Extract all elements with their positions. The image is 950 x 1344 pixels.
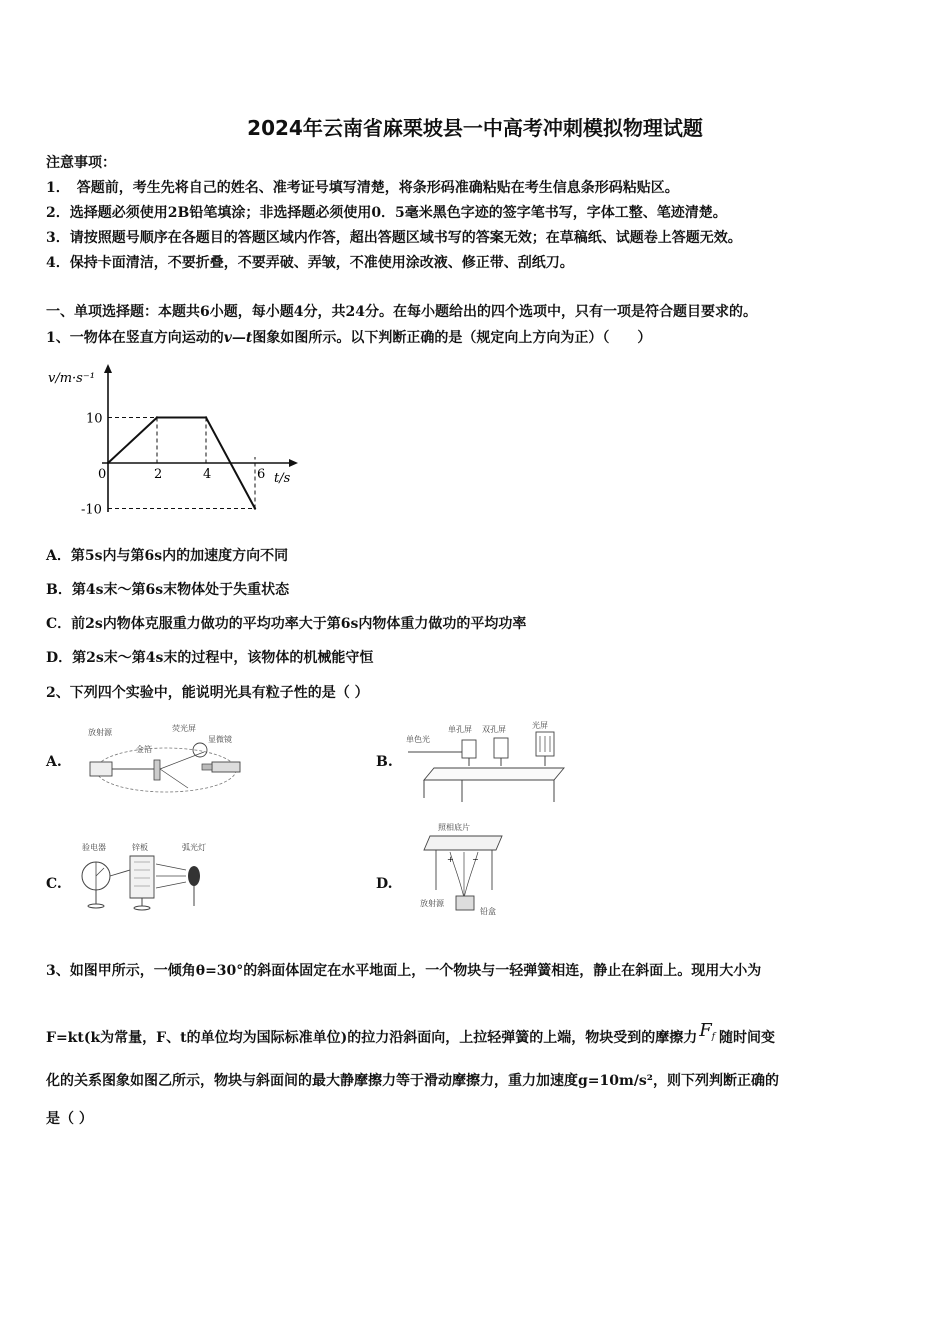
figure-a-alpha-scattering <box>84 722 254 800</box>
q1-stem-pre: 1、一物体在竖直方向运动的 <box>46 330 224 346</box>
x-tick-label: 2 <box>154 467 163 482</box>
data-point <box>156 416 158 418</box>
x-tick-label: 0 <box>98 467 107 482</box>
q1-option-a: A．第5s内与第6s内的加速度方向不同 <box>46 548 289 564</box>
svg-text:−: − <box>472 855 479 864</box>
y-axis-arrow <box>104 364 112 373</box>
question-2-stem: 2、下列四个实验中，能说明光具有粒子性的是（ ） <box>46 685 369 701</box>
x-tick-label: 4 <box>203 467 212 482</box>
fig-b-label: 单孔屏 <box>448 725 472 734</box>
q3-line2-pre: F=kt(k为常量，F、t的单位均为国际标准单位)的拉力沿斜面向，上拉轻弹簧的上端，物块受到的摩擦力 <box>46 1030 698 1046</box>
q1-stem-vt: v—t <box>223 330 253 346</box>
q2-label-b: B. <box>376 754 393 770</box>
q1-option-b: B．第4s末～第6s末物体处于失重状态 <box>46 582 290 598</box>
note-item: 1． 答题前，考生先将自己的姓名、准考证号填写清楚，将条形码准确粘贴在考生信息条形码粘贴区。 <box>46 180 679 196</box>
x-axis-label: t/s <box>274 471 291 486</box>
fig-d-label: 照相底片 <box>438 823 470 832</box>
question-1-stem <box>46 327 651 347</box>
notes-heading: 注意事项： <box>46 155 116 171</box>
fig-c-label: 锌板 <box>132 843 148 852</box>
fig-b-label: 单色光 <box>406 735 430 744</box>
fig-c-label: 验电器 <box>82 843 106 852</box>
note-item: 3．请按照题号顺序在各题目的答题区域内作答，超出答题区域书写的答案无效；在草稿纸、试题卷上答题无效。 <box>46 230 742 246</box>
question-3-line-1: 3、如图甲所示，一倾角θ=30°的斜面体固定在水平地面上，一个物块与一轻弹簧相连，静止在斜面上。现用大小为 <box>46 963 762 979</box>
fig-c-label: 弧光灯 <box>182 843 206 852</box>
figure-d-radiation <box>420 820 510 920</box>
y-tick-label: -10 <box>81 502 102 518</box>
fig-a-label: 显微镜 <box>208 735 232 744</box>
q2-label-c: C. <box>46 876 62 892</box>
svg-text:+: + <box>447 855 454 864</box>
fig-b-label: 光屏 <box>532 721 548 730</box>
note-item: 4．保持卡面清洁，不要折叠，不要弄破、弄皱，不准使用涂改液、修正带、刮纸刀。 <box>46 255 574 271</box>
q1-stem-post: 图象如图所示。以下判断正确的是（规定向上方向为正）（ ） <box>252 330 652 346</box>
page-title: 2024年云南省麻栗坡县一中高考冲刺模拟物理试题 <box>247 116 703 140</box>
x-axis-arrow <box>289 459 298 467</box>
question-3-line-3: 化的关系图象如图乙所示，物块与斜面间的最大静摩擦力等于滑动摩擦力，重力加速度g=10m/s²，则下列判断正确的 <box>46 1073 779 1089</box>
question-3-line-4: 是（ ） <box>46 1111 93 1127</box>
note-item: 2．选择题必须使用2B铅笔填涂；非选择题必须使用0．5毫米黑色字迹的签字笔书写，字体工整、笔迹清楚。 <box>46 205 727 221</box>
vt-chart <box>46 362 306 522</box>
q2-label-a: A. <box>46 754 62 770</box>
question-3-line-2 <box>46 1020 775 1047</box>
figure-b-double-slit <box>404 718 566 804</box>
data-point <box>107 462 109 464</box>
q3-line2-post: 随时间变 <box>719 1030 776 1046</box>
fig-d-label: 铅盒 <box>480 907 496 916</box>
friction-symbol: $F_f$ <box>699 1020 716 1042</box>
data-point <box>205 416 207 418</box>
x-tick-label: 6 <box>257 467 266 482</box>
y-tick-label: 10 <box>86 411 103 427</box>
data-point <box>254 507 256 509</box>
q1-option-c: C．前2s内物体克服重力做功的平均功率大于第6s内物体重力做功的平均功率 <box>46 616 527 632</box>
figure-c-photoelectric <box>74 840 224 920</box>
fig-b-label: 双孔屏 <box>482 725 506 734</box>
q1-option-d: D．第2s末～第4s末的过程中，该物体的机械能守恒 <box>46 650 374 666</box>
section-heading: 一、单项选择题：本题共6小题，每小题4分，共24分。在每小题给出的四个选项中，只有一项是符合题目要求的。 <box>46 304 757 320</box>
y-axis-label: v/m·s⁻¹ <box>48 371 95 386</box>
fig-a-label: 金箔 <box>136 745 152 754</box>
fig-d-label: 放射源 <box>420 899 444 908</box>
q2-label-d: D. <box>376 876 393 892</box>
fig-a-label: 放射源 <box>88 728 112 737</box>
fig-a-label: 荧光屏 <box>172 724 196 733</box>
